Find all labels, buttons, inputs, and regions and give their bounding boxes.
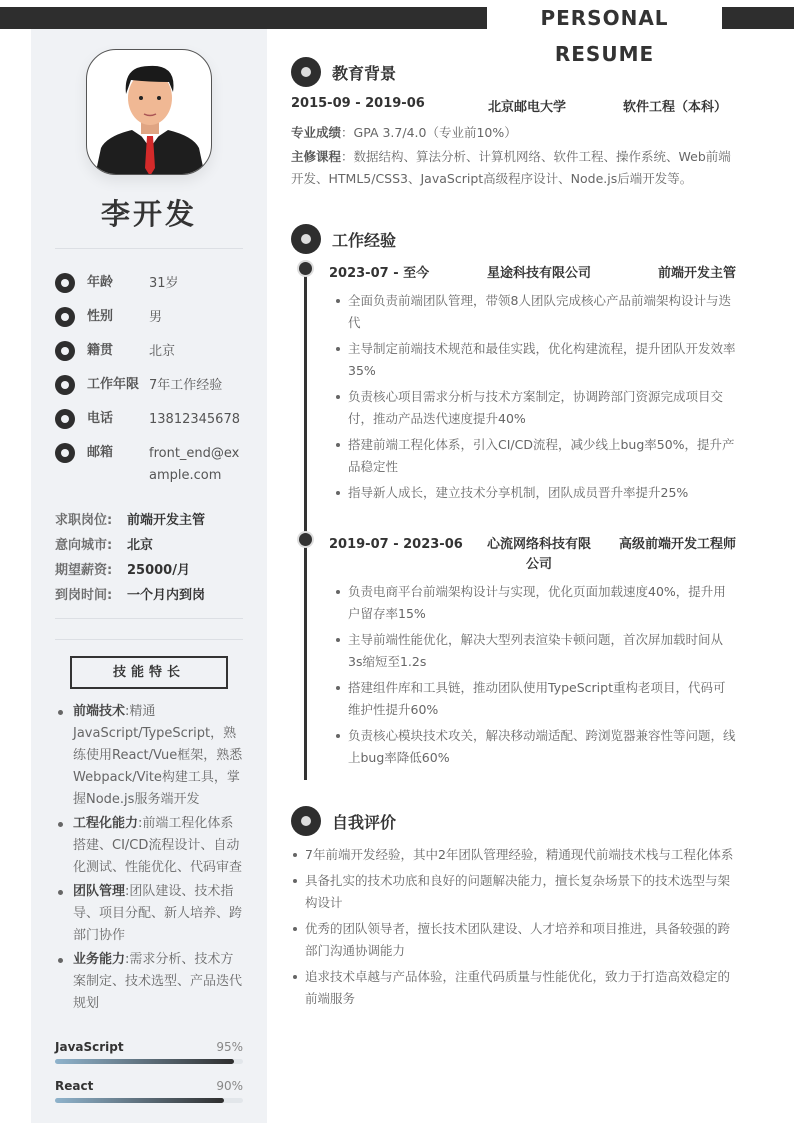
job-bullet: 负责核心项目需求分析与技术方案制定，协调跨部门资源完成项目交付，推动产品迭代速度提升40%: [334, 386, 736, 430]
personal-info: [55, 273, 245, 487]
job-bullet: 搭建前端工程化体系，引入CI/CD流程，减少线上bug率50%，提升产品稳定性: [334, 434, 736, 478]
self-bullet: 优秀的团队领导者，擅长技术团队建设、人才培养和项目推进，具备较强的跨部门沟通协调能力: [291, 918, 736, 962]
skills-list: [55, 701, 245, 1017]
intent-position: 求职岗位: 前端开发主管: [55, 513, 206, 528]
section-education: 教育背景: [291, 57, 396, 87]
section-circle-icon: [291, 806, 321, 836]
job-bullet: 负责电商平台前端架构设计与实现，优化页面加载速度40%，提升用户留存率15%: [334, 581, 736, 625]
job-bullet: 负责核心模块技术攻关，解决移动端适配、跨浏览器兼容性等问题，线上bug率降低60%: [334, 725, 736, 769]
skill-item: 工程化能力:前端工程化体系搭建、CI/CD流程设计、自动化测试、性能优化、代码审查: [55, 813, 245, 879]
section-work: 工作经验: [291, 224, 396, 254]
job-entry: 2019-07 - 2023-06 心流网络科技有限公司 高级前端开发工程师 负责电商平台前端架构设计与实现，优化页面加载速度40%，提升用户留存率15% 主导前端性能优化，解决大型列表渲染卡顿问题，首次屏加载时间从3s缩短至1.2s 搭建组件库和工具链，推动团队使用TypeScript重构老项目，代码可维护性提升60% 负责核心模块技术攻关，解决移动端适配、跨浏览器兼容性等问题，线上bug率降低60%: [291, 535, 736, 773]
candidate-name: 李开发: [100, 197, 197, 231]
avatar: [86, 49, 212, 175]
self-bullet: 追求技术卓越与产品体验，注重代码质量与性能优化，致力于打造高效稳定的前端服务: [291, 966, 736, 1010]
job-bullet: 搭建组件库和工具链，推动团队使用TypeScript重构老项目，代码可维护性提升60%: [334, 677, 736, 721]
education-entry: 2015-09 - 2019-06 北京邮电大学 软件工程（本科） 专业成绩：GPA 3.7/4.0（专业前10%） 主修课程：数据结构、算法分析、计算机网络、软件工程、操作系统、Web前端开发、HTML5/CSS3、JavaScript高级程序设计、Node.js后端开发等。: [291, 96, 736, 190]
info-hometown: 籍贯 北京: [55, 341, 245, 375]
info-email: 邮箱 front_end@example.com: [55, 443, 245, 487]
section-circle-icon: [291, 57, 321, 87]
info-age: 年龄 31岁: [55, 273, 245, 307]
info-phone: 电话 13812345678: [55, 409, 245, 443]
bullet-circle-icon: [55, 273, 75, 293]
section-circle-icon: [291, 224, 321, 254]
skill-levels: [55, 1039, 243, 1117]
divider: [55, 639, 243, 640]
bullet-circle-icon: [55, 409, 75, 429]
divider: [55, 618, 243, 619]
progress-fill: [55, 1098, 224, 1103]
bullet-circle-icon: [55, 375, 75, 395]
info-gender: 性别 男: [55, 307, 245, 341]
progress-fill: [55, 1059, 234, 1064]
info-experience: 工作年限 7年工作经验: [55, 375, 245, 409]
job-bullet: 全面负责前端团队管理，带领8人团队完成核心产品前端架构设计与迭代: [334, 290, 736, 334]
skill-item: 团队管理:团队建设、技术指导、项目分配、新人培养、跨部门协作: [55, 881, 245, 947]
intent-start: 到岗时间: 一个月内到岗: [55, 588, 206, 603]
job-entry: 2023-07 - 至今 星途科技有限公司 前端开发主管 全面负责前端团队管理，带领8人团队完成核心产品前端架构设计与迭代 主导制定前端技术规范和最佳实践，优化构建流程，提升团队开发效率35% 负责核心项目需求分析与技术方案制定，协调跨部门资源完成项目交付，推动产品迭代速度提升40% 搭建前端工程化体系，引入CI/CD流程，减少线上bug率50%，提升产品稳定性 指导新人成长，建立技术分享机制，团队成员晋升率提升25%: [291, 264, 736, 508]
timeline-dot-icon: [299, 262, 312, 275]
job-bullet: 主导制定前端技术规范和最佳实践，优化构建流程，提升团队开发效率35%: [334, 338, 736, 382]
section-self-evaluation: 自我评价: [291, 806, 396, 836]
skill-item: 业务能力:需求分析、技术方案制定、技术选型、产品迭代规划: [55, 949, 245, 1015]
job-intention: [55, 511, 205, 611]
skill-item: 前端技术:精通JavaScript/TypeScript，熟练使用React/Vue框架，熟悉Webpack/Vite构建工具，掌握Node.js服务端开发: [55, 701, 245, 811]
bullet-circle-icon: [55, 443, 75, 463]
job-bullet: 主导前端性能优化，解决大型列表渲染卡顿问题，首次屏加载时间从3s缩短至1.2s: [334, 629, 736, 673]
bullet-circle-icon: [55, 341, 75, 361]
gpa: 专业成绩：GPA 3.7/4.0（专业前10%）: [291, 125, 517, 140]
skill-level-react: React 90%: [55, 1078, 243, 1117]
self-evaluation-list: [291, 844, 736, 1014]
progress-track: [55, 1059, 243, 1064]
self-bullet: 7年前端开发经验，其中2年团队管理经验，精通现代前端技术栈与工程化体系: [291, 844, 736, 866]
progress-track: [55, 1098, 243, 1103]
skill-level-javascript: JavaScript 95%: [55, 1039, 243, 1078]
self-bullet: 具备扎实的技术功底和良好的问题解决能力，擅长复杂场景下的技术选型与架构设计: [291, 870, 736, 914]
intent-city: 意向城市: 北京: [55, 538, 154, 553]
skills-title: 技能特长: [70, 656, 228, 689]
resume-title: PERSONAL RESUME: [487, 0, 722, 29]
sidebar: [31, 29, 267, 1123]
courses: 主修课程：数据结构、算法分析、计算机网络、软件工程、操作系统、Web前端开发、HTML5/CSS3、JavaScript高级程序设计、Node.js后端开发等。: [291, 149, 731, 186]
job-bullet: 指导新人成长，建立技术分享机制，团队成员晋升率提升25%: [334, 482, 736, 504]
intent-salary: 期望薪资: 25000/月: [55, 563, 190, 578]
divider: [55, 248, 243, 249]
timeline-dot-icon: [299, 533, 312, 546]
bullet-circle-icon: [55, 307, 75, 327]
